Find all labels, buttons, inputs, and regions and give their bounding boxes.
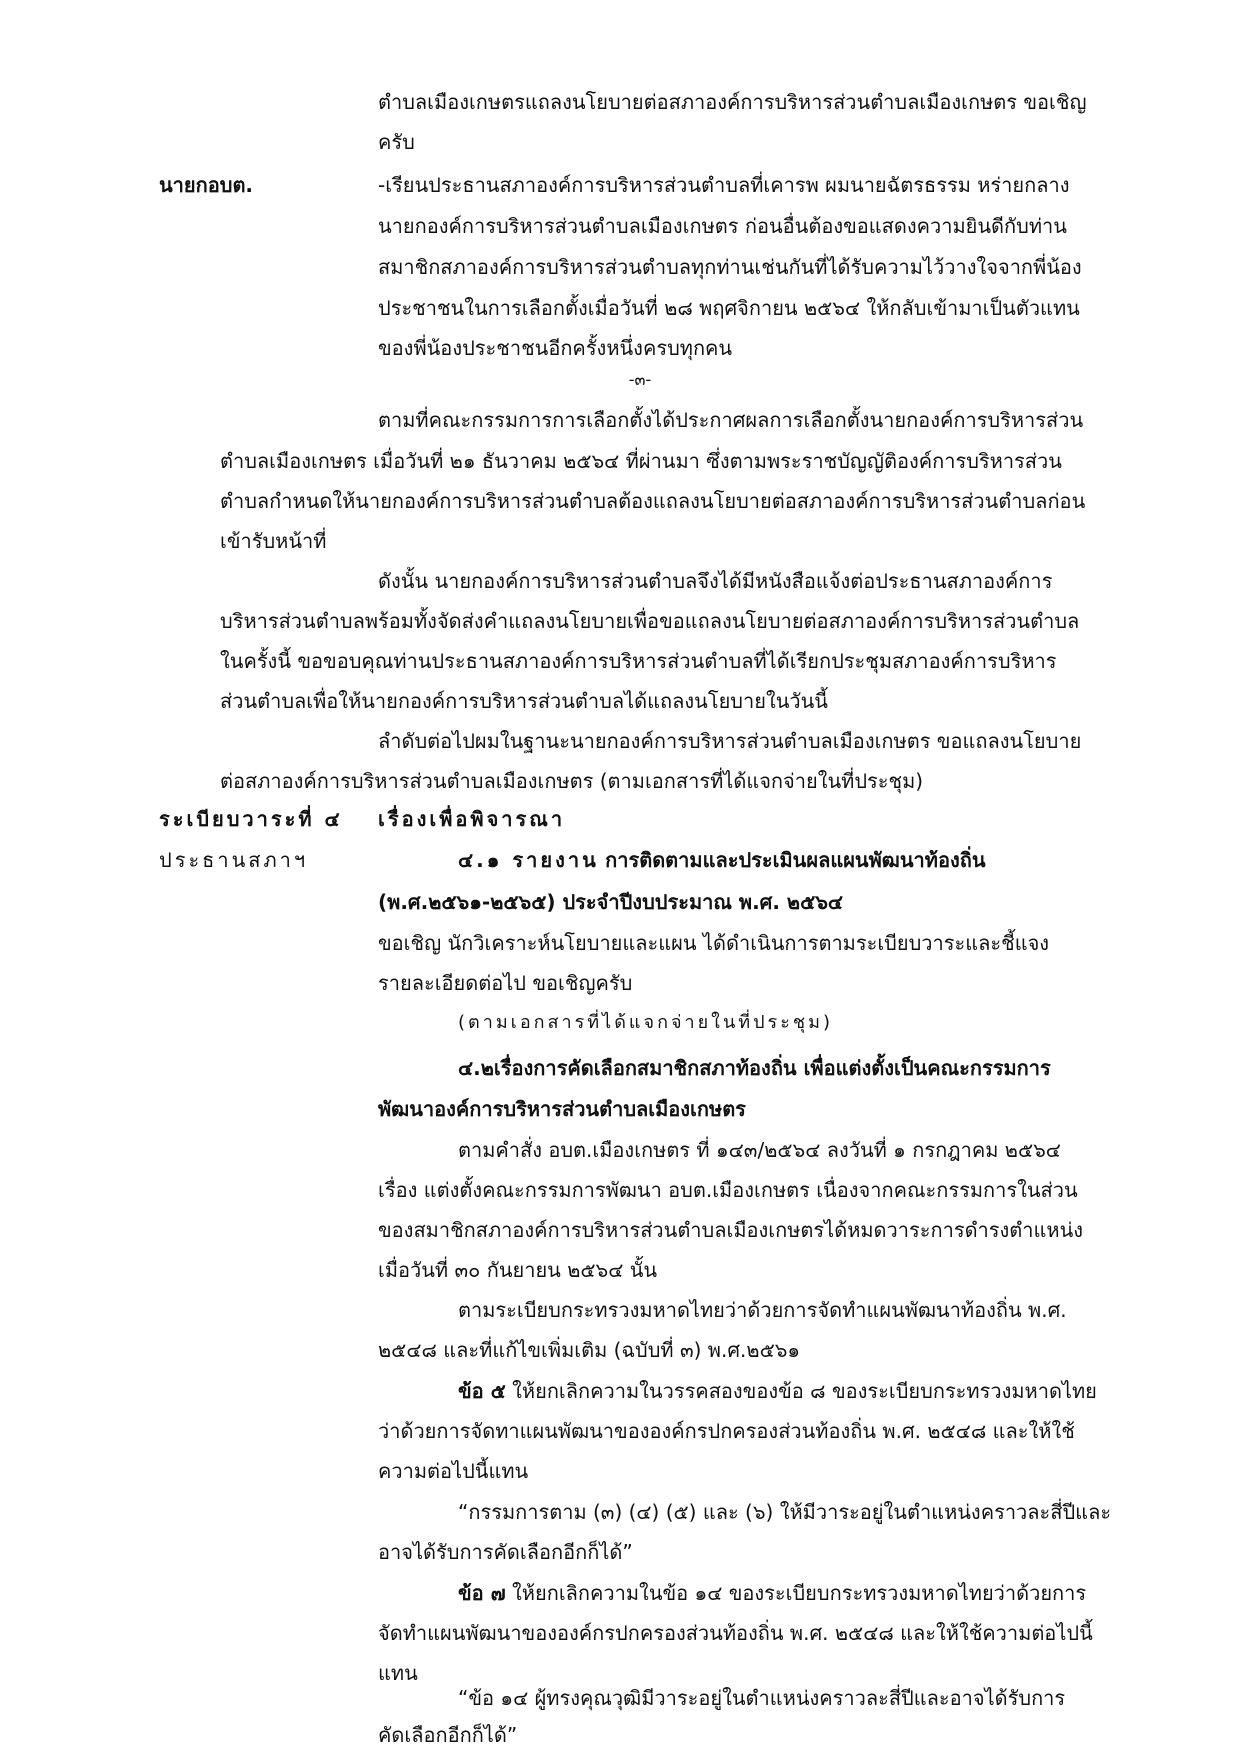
clause-7-line — [458, 1575, 1086, 1611]
body-line: สมาชิกสภาองค์การบริหารส่วนตำบลทุกท่านเช่นกันที่ได้รับความไว้วางใจจากพี่น้อง — [378, 255, 1082, 279]
body-line: ของสมาชิกสภาองค์การบริหารส่วนตำบลเมืองเกษตรได้หมดวาระการดำรงตำแหน่ง — [378, 1218, 1084, 1242]
quote-line: อาจได้รับการคัดเลือกอีกก็ได้” — [378, 1540, 633, 1564]
body-line: ตามระเบียบกระทรวงมหาดไทยว่าด้วยการจัดทำแผนพัฒนาท้องถิ่น พ.ศ. — [458, 1298, 1067, 1322]
body-line: เรื่อง แต่งตั้งคณะกรรมการพัฒนา อบต.เมืองเกษตร เนื่องจากคณะกรรมการในส่วน — [378, 1178, 1078, 1202]
item-4-2-heading-cont: พัฒนาองค์การบริหารส่วนตำบลเมืองเกษตร — [378, 1097, 746, 1121]
body-line: ลำดับต่อไปผมในฐานะนายกองค์การบริหารส่วนตำบลเมืองเกษตร ขอแถลงนโยบาย — [378, 729, 1082, 753]
speaker-label-chair: ประธานสภาฯ — [159, 848, 309, 872]
body-line: ตำบลกำหนดให้นายกองค์การบริหารส่วนตำบลต้องแถลงนโยบายต่อสภาองค์การบริหารส่วนตำบลก่อน — [220, 489, 1086, 513]
page-number: -๓- — [628, 370, 652, 389]
body-line: ว่าด้วยการจัดทาแผนพัฒนาขององค์กรปกครองส่วนท้องถิ่น พ.ศ. ๒๕๔๘ และให้ใช้ — [378, 1419, 1075, 1443]
quote-line: คัดเลือกอีกก็ได้” — [378, 1723, 518, 1747]
item-4-1-heading — [458, 842, 986, 878]
body-line: ส่วนตำบลเพื่อให้นายกองค์การบริหารส่วนตำบลได้แถลงนโยบายในวันนี้ — [220, 689, 828, 713]
body-line: ในครั้งนี้ ขอขอบคุณท่านประธานสภาองค์การบริหารส่วนตำบลที่ได้เรียกประชุมสภาองค์การบริหาร — [220, 649, 1057, 673]
body-line: นายกองค์การบริหารส่วนตำบลเมืองเกษตร ก่อนอื่นต้องขอแสดงความยินดีกับท่าน — [378, 214, 1067, 238]
body-line: จัดทำแผนพัฒนาขององค์กรปกครองส่วนท้องถิ่น พ.ศ. ๒๕๔๘ และให้ใช้ความต่อไปนี้ — [378, 1621, 1093, 1645]
agenda-title: เรื่องเพื่อพิจารณา — [378, 807, 566, 831]
body-line: ขอเชิญ นักวิเคราะห์นโยบายและแผน ได้ดำเนินการตามระเบียบวาระและชี้แจง — [378, 931, 1050, 955]
clause-label: ข้อ ๗ — [458, 1581, 506, 1605]
body-line: ความต่อไปนี้แทน — [378, 1459, 529, 1483]
item-4-1-heading-cont: (พ.ศ.๒๕๖๑-๒๕๖๕) ประจำปีงบประมาณ พ.ศ. ๒๕๖๔ — [378, 890, 844, 914]
body-line: แทน — [378, 1661, 418, 1685]
clause-text: ให้ยกเลิกความในข้อ ๑๔ ของระเบียบกระทรวงมหาดไทยว่าด้วยการ — [505, 1581, 1087, 1605]
body-line: ๒๕๔๘ และที่แก้ไขเพิ่มเติม (ฉบับที่ ๓) พ.ศ.๒๕๖๑ — [378, 1338, 801, 1362]
body-line: รายละเอียดต่อไป ขอเชิญครับ — [378, 971, 633, 995]
item-title: การติดตามและประเมินผลแผนพัฒนาท้องถิ่น — [605, 848, 986, 872]
body-line: ตำบลเมืองเกษตรแถลงนโยบายต่อสภาองค์การบริหารส่วนตำบลเมืองเกษตร ขอเชิญ — [378, 90, 1087, 114]
body-line: ดังนั้น นายกองค์การบริหารส่วนตำบลจึงได้มีหนังสือแจ้งต่อประธานสภาองค์การ — [378, 569, 1053, 593]
speaker-label-chief: นายกอบต. — [159, 173, 254, 197]
body-line: ต่อสภาองค์การบริหารส่วนตำบลเมืองเกษตร (ตามเอกสารที่ได้แจกจ่ายในที่ประชุม) — [220, 769, 924, 793]
body-line: -เรียนประธานสภาองค์การบริหารส่วนตำบลที่เคารพ ผมนายฉัตรธรรม หร่ายกลาง — [378, 173, 1070, 197]
body-line: เมื่อวันที่ ๓๐ กันยายน ๒๕๖๔ นั้น — [378, 1258, 658, 1282]
body-line: ประชาชนในการเลือกตั้งเมื่อวันที่ ๒๘ พฤศจิกายน ๒๕๖๔ ให้กลับเข้ามาเป็นตัวแทน — [378, 296, 1080, 320]
body-line: ตามที่คณะกรรมการการเลือกตั้งได้ประกาศผลการเลือกตั้งนายกองค์การบริหารส่วน — [378, 408, 1084, 432]
body-line: บริหารส่วนตำบลพร้อมทั้งจัดส่งคำแถลงนโยบายเพื่อขอแถลงนโยบายต่อสภาองค์การบริหารส่วนตำบล — [220, 609, 1080, 633]
quote-line: “กรรมการตาม (๓) (๔) (๕) และ (๖) ให้มีวาระอยู่ในตำแหน่งคราวละสี่ปีและ — [458, 1500, 1112, 1524]
body-line: ตามคำสั่ง อบต.เมืองเกษตร ที่ ๑๔๓/๒๕๖๔ ลงวันที่ ๑ กรกฎาคม ๒๕๖๔ — [458, 1138, 1061, 1162]
quote-line: “ข้อ ๑๔ ผู้ทรงคุณวุฒิมีวาระอยู่ในตำแหน่งคราวละสี่ปีและอาจได้รับการ — [458, 1686, 1066, 1710]
clause-text: ให้ยกเลิกความในวรรคสองของข้อ ๘ ของระเบียบกระทรวงมหาดไทย — [505, 1379, 1097, 1403]
clause-5-line — [458, 1373, 1097, 1409]
document-note: (ตามเอกสารที่ได้แจกจ่ายในที่ประชุม) — [458, 1012, 833, 1033]
body-line: ครับ — [378, 130, 415, 154]
item-4-2-heading: ๔.๒เรื่องการคัดเลือกสมาชิกสภาท้องถิ่น เพื่อแต่งตั้งเป็นคณะกรรมการ — [458, 1056, 1051, 1080]
agenda-label: ระเบียบวาระที่ ๔ — [159, 807, 343, 831]
clause-label: ข้อ ๕ — [458, 1379, 506, 1403]
body-line: เข้ารับหน้าที่ — [220, 529, 327, 553]
item-number: ๔.๑ รายงาน — [458, 848, 599, 872]
body-line: ของพี่น้องประชาชนอีกครั้งหนึ่งครบทุกคน — [378, 336, 733, 360]
body-line: ตำบลเมืองเกษตร เมื่อวันที่ ๒๑ ธันวาคม ๒๕๖๔ ที่ผ่านมา ซึ่งตามพระราชบัญญัติองค์การบริหารส่วน — [220, 449, 1062, 473]
